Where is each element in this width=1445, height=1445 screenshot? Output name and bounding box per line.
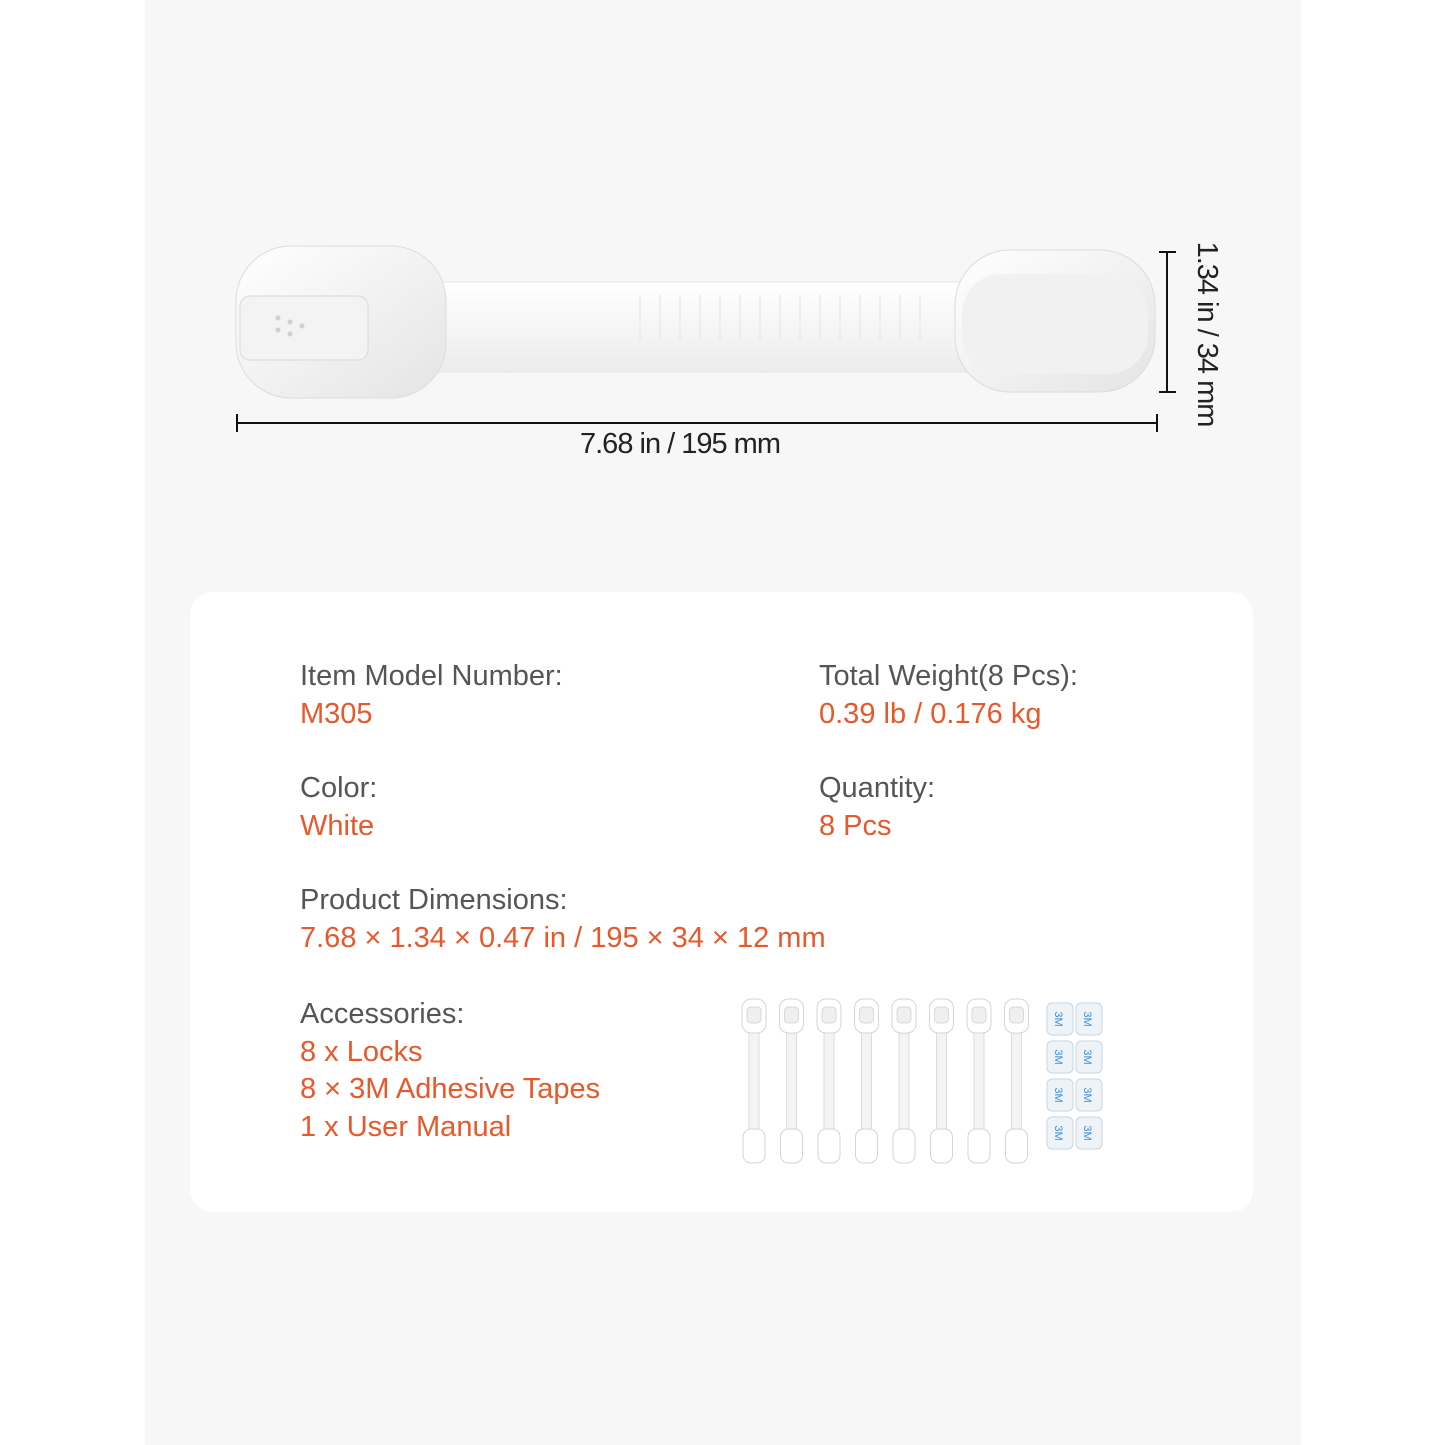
spec-model-value: M305 <box>300 697 373 730</box>
spec-color <box>300 770 377 845</box>
spec-weight-value: 0.39 lb / 0.176 kg <box>819 697 1042 730</box>
adhesive-tape-icon <box>1047 1003 1073 1035</box>
spec-dimensions-label: Product Dimensions: <box>300 884 568 916</box>
lock-icon <box>817 999 841 1163</box>
svg-text:3M: 3M <box>1052 1087 1064 1103</box>
spec-dimensions-value: 7.68 × 1.34 × 0.47 in / 195 × 34 × 12 mm <box>300 921 826 954</box>
spec-quantity-value: 8 Pcs <box>819 809 892 842</box>
adhesive-tape-icon <box>1047 1117 1073 1149</box>
lock-icon <box>930 999 954 1163</box>
svg-text:3M: 3M <box>1052 1125 1064 1141</box>
product-illustration <box>0 0 1445 540</box>
spec-dimensions <box>300 882 826 957</box>
adhesive-tape-icon <box>1076 1079 1102 1111</box>
length-dimension-label: 7.68 in / 195 mm <box>580 428 780 460</box>
accessories-list <box>300 1034 600 1147</box>
lock-icon <box>780 999 804 1163</box>
spec-card <box>190 592 1253 1212</box>
lock-icon <box>1005 999 1029 1163</box>
adhesive-tape-icon <box>1076 1041 1102 1073</box>
svg-text:3M: 3M <box>1081 1049 1093 1065</box>
spec-model <box>300 658 563 733</box>
svg-text:3M: 3M <box>1052 1049 1064 1065</box>
spec-color-value: White <box>300 809 375 842</box>
svg-text:3M: 3M <box>1081 1011 1093 1027</box>
spec-model-label: Item Model Number: <box>300 660 563 692</box>
accessory-item: 8 × 3M Adhesive Tapes <box>300 1073 601 1106</box>
accessory-item: 8 x Locks <box>300 1035 423 1068</box>
adhesive-tape-icon <box>1076 1003 1102 1035</box>
spec-quantity <box>819 770 935 845</box>
spec-accessories <box>300 996 600 1147</box>
spec-color-label: Color: <box>300 772 378 804</box>
spec-accessories-label: Accessories: <box>300 998 465 1030</box>
spec-quantity-label: Quantity: <box>819 772 936 804</box>
spec-weight <box>819 658 1078 733</box>
lock-icon <box>967 999 991 1163</box>
spec-weight-label: Total Weight(8 Pcs): <box>819 660 1078 692</box>
adhesive-tape-icon <box>1076 1117 1102 1149</box>
svg-text:3M: 3M <box>1081 1087 1093 1103</box>
lock-icon <box>855 999 879 1163</box>
locks-and-tapes-image <box>738 997 1108 1167</box>
accessory-item: 1 x User Manual <box>300 1111 512 1144</box>
lock-icon <box>742 999 766 1163</box>
tapes-group <box>1047 1003 1102 1149</box>
adhesive-tape-icon <box>1047 1079 1073 1111</box>
svg-text:3M: 3M <box>1081 1125 1093 1141</box>
locks-group <box>742 999 1029 1163</box>
svg-text:3M: 3M <box>1052 1011 1064 1027</box>
adhesive-tape-icon <box>1047 1041 1073 1073</box>
height-dimension-label: 1.34 in / 34 mm <box>1191 241 1223 427</box>
lock-icon <box>892 999 916 1163</box>
